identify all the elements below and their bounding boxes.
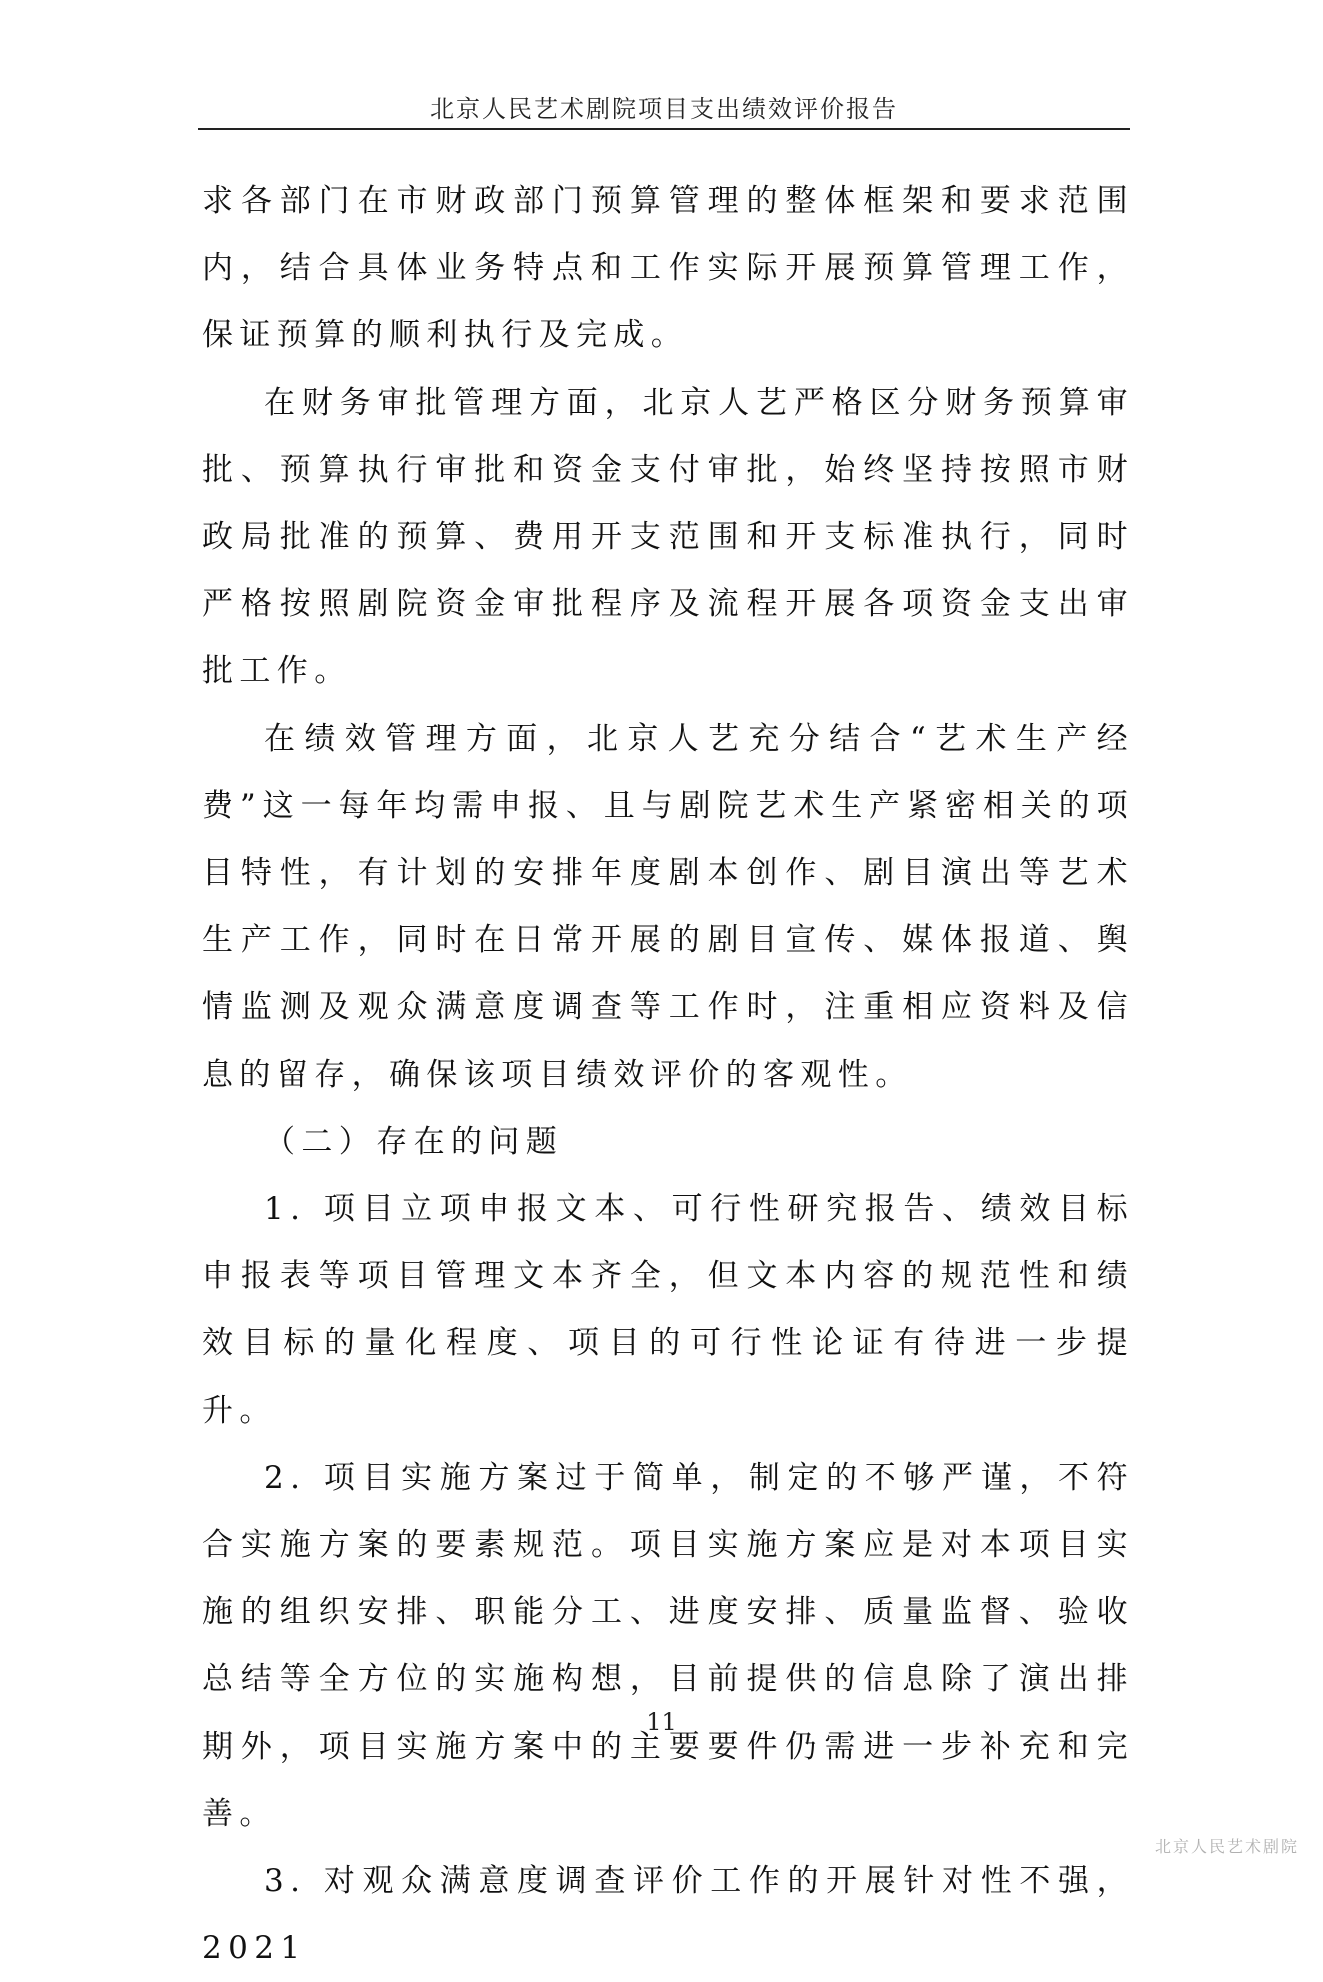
- continued-paragraph: 求各部门在市财政部门预算管理的整体框架和要求范围内，结合具体业务特点和工作实际开展预算管理工作，保证预算的顺利执行及完成。: [202, 183, 1134, 354]
- issue-item-2: 2. 项目实施方案过于简单，制定的不够严谨，不符合实施方案的要素规范。项目实施方案应是对本项目实施的组织安排、职能分工、进度安排、质量监督、验收总结等全方位的实施构想，目前提供的信息除了演出排期外，项目实施方案中的主要要件仍需进一步补充和完善。: [202, 1459, 1134, 1832]
- performance-management-paragraph: 在绩效管理方面，北京人艺充分结合“艺术生产经费”这一每年均需申报、且与剧院艺术生产紧密相关的项目特性，有计划的安排年度剧本创作、剧目演出等艺术生产工作，同时在日常开展的剧目宣传、媒体报道、舆情监测及观众满意度调查等工作时，注重相应资料及信息的留存，确保该项目绩效评价的客观性。: [202, 720, 1134, 1093]
- header-divider: [198, 128, 1130, 130]
- watermark-stamp: 北京人民艺术剧院: [1154, 1837, 1299, 1856]
- issue-item-1: 1. 项目立项申报文本、可行性研究报告、绩效目标申报表等项目管理文本齐全，但文本内容的规范性和绩效目标的量化程度、项目的可行性论证有待进一步提升。: [202, 1191, 1134, 1429]
- finance-approval-paragraph: 在财务审批管理方面，北京人艺严格区分财务预算审批、预算执行审批和资金支付审批，始终坚持按照市财政局批准的预算、费用开支范围和开支标准执行，同时严格按照剧院资金审批程序及流程开展各项资金支出审批工作。: [202, 384, 1134, 690]
- page-header-title: 北京人民艺术剧院项目支出绩效评价报告: [430, 95, 898, 123]
- issue-item-3: 3. 对观众满意度调查评价工作的开展针对性不强，2021: [202, 1863, 1134, 1967]
- section-heading-issues: （二）存在的问题: [264, 1123, 564, 1160]
- page-number: 11: [646, 1708, 677, 1736]
